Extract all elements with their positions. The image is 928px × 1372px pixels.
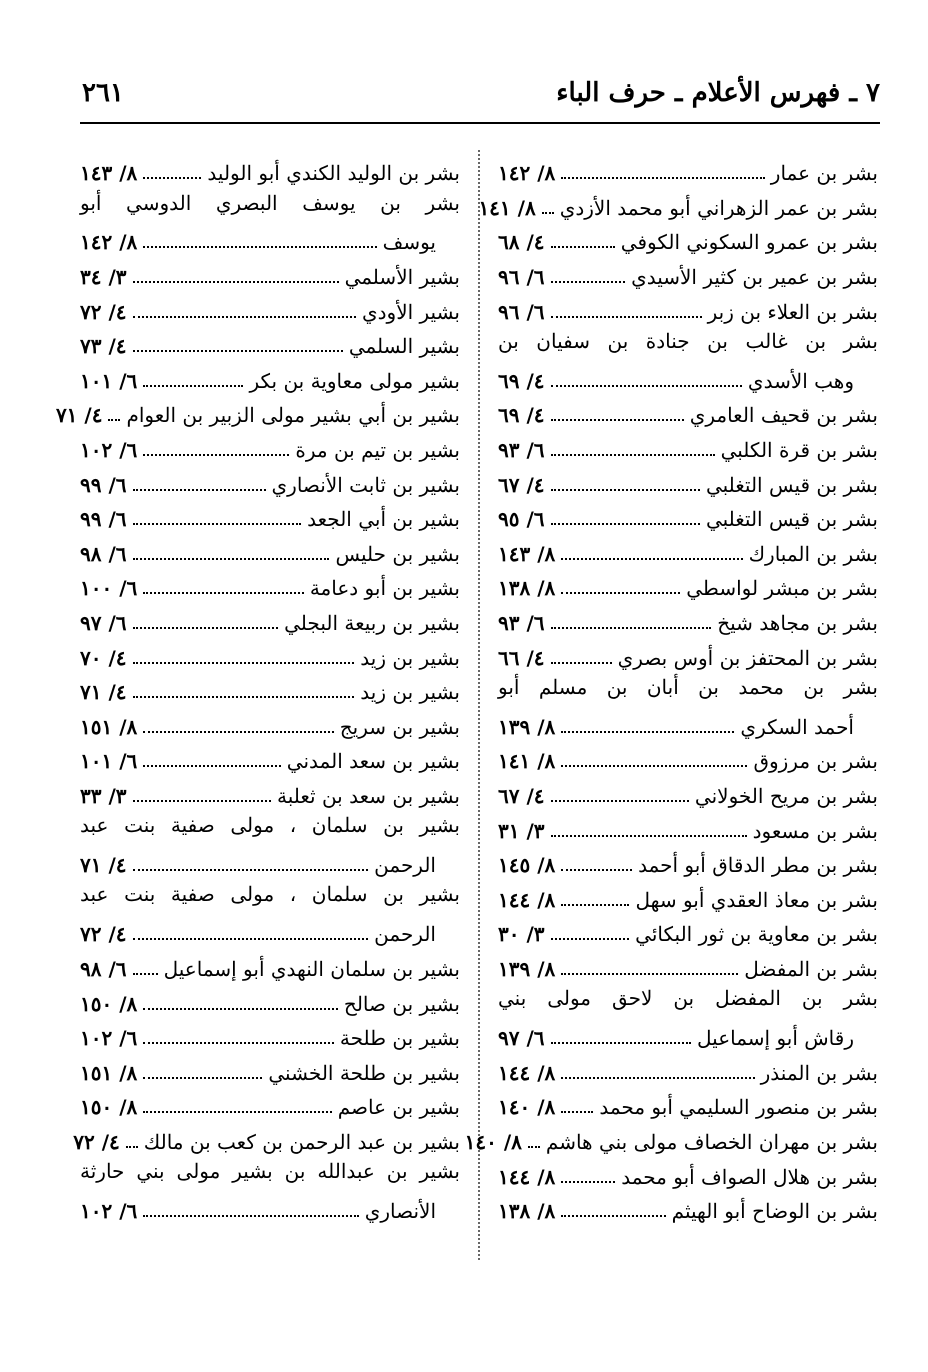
index-entry bbox=[498, 294, 878, 329]
entry-name: بشر بن قيس التغلبي bbox=[705, 507, 878, 532]
index-column-left bbox=[55, 156, 460, 1228]
index-entry bbox=[80, 1090, 460, 1125]
entry-name: بشير الأسلمي bbox=[344, 265, 460, 290]
dot-leader bbox=[133, 350, 343, 352]
entry-name: بشير الأودي bbox=[361, 299, 460, 324]
entry-name: بشر بن قرة الكلبي bbox=[720, 438, 878, 463]
entry-name: بشر بن مرزوق bbox=[753, 749, 878, 774]
entry-name: بشير بن عبدالله بن بشير مولى بني حارثة bbox=[80, 1159, 460, 1184]
index-entry bbox=[498, 710, 878, 745]
dot-leader bbox=[108, 419, 120, 421]
index-entry bbox=[80, 156, 460, 191]
index-entry bbox=[498, 502, 878, 537]
entry-name: بشر بن المنذر bbox=[760, 1060, 878, 1085]
column-divider bbox=[478, 150, 480, 1260]
entry-name: بشر بن عمرو السكوني الكوفي bbox=[620, 230, 878, 255]
index-entry bbox=[80, 329, 460, 364]
entry-name: بشير مولى معاوية بن بكر bbox=[249, 368, 460, 393]
index-entry bbox=[498, 1159, 878, 1194]
entry-name: بشر بن مجاهد شيخ bbox=[717, 611, 878, 636]
entry-reference: ٨/ ١٥١ bbox=[80, 1060, 138, 1085]
entry-name: بشير بن حليس bbox=[335, 541, 460, 566]
entry-name: بشير بن صالح bbox=[343, 991, 460, 1016]
index-entry bbox=[498, 260, 878, 295]
entry-reference: ٤/ ٦٩ bbox=[498, 403, 545, 428]
entry-reference: ٨/ ١٥٠ bbox=[80, 1095, 138, 1120]
index-entry bbox=[498, 537, 878, 572]
index-entry bbox=[80, 744, 460, 779]
dot-leader bbox=[143, 1077, 262, 1079]
index-entry bbox=[498, 744, 878, 779]
index-entry bbox=[498, 571, 878, 606]
index-entry bbox=[80, 917, 460, 952]
index-entry bbox=[498, 467, 878, 502]
index-entry bbox=[80, 191, 460, 226]
index-entry bbox=[55, 398, 460, 433]
index-entry bbox=[80, 537, 460, 572]
entry-name: بشير بن سعد المدني bbox=[286, 749, 460, 774]
entry-name: بشير بن زيد bbox=[360, 645, 460, 670]
dot-leader bbox=[551, 246, 615, 248]
index-entry bbox=[80, 848, 460, 883]
dot-leader bbox=[143, 246, 376, 248]
entry-name: بشر بن عمير بن كثير الأسيدي bbox=[631, 265, 878, 290]
index-entry bbox=[498, 433, 878, 468]
dot-leader bbox=[143, 385, 243, 387]
entry-name: بشير بن سلمان ، مولى صفية بنت عبد bbox=[80, 882, 460, 907]
dot-leader bbox=[143, 454, 289, 456]
index-entry bbox=[478, 191, 878, 226]
entry-name: الرحمن bbox=[374, 853, 436, 878]
index-entry bbox=[498, 1055, 878, 1090]
index-entry bbox=[498, 606, 878, 641]
entry-reference: ٤/ ٧١ bbox=[55, 403, 103, 428]
dot-leader bbox=[143, 765, 281, 767]
entry-reference: ٦/ ١٠١ bbox=[80, 749, 138, 774]
dot-leader bbox=[133, 558, 330, 560]
entry-name: بشير بن طلحة الخشني bbox=[268, 1060, 460, 1085]
index-entry bbox=[80, 1021, 460, 1056]
dot-leader bbox=[561, 1111, 593, 1113]
entry-name: رقاش أبو إسماعيل bbox=[697, 1026, 854, 1051]
entry-reference: ٨/ ١٣٩ bbox=[498, 956, 556, 981]
entry-name: بشير بن سلمان ، مولى صفية بنت عبد bbox=[80, 813, 460, 838]
entry-name: بشير بن طلحة bbox=[339, 1026, 460, 1051]
entry-reference: ٤/ ٧٢ bbox=[73, 1129, 120, 1154]
index-entry bbox=[80, 779, 460, 814]
entry-reference: ٦/ ٩٩ bbox=[80, 472, 127, 497]
entry-reference: ٨/ ١٤٤ bbox=[498, 1164, 556, 1189]
entry-name: بشير بن سلمان النهدي أبو إسماعيل bbox=[163, 956, 460, 981]
entry-reference: ٨/ ١٤٣ bbox=[498, 541, 556, 566]
entry-reference: ٨/ ١٣٩ bbox=[498, 714, 556, 739]
dot-leader bbox=[133, 696, 355, 698]
dot-leader bbox=[551, 835, 747, 837]
entry-name: بشر بن يوسف البصري الدوسي أبو bbox=[80, 190, 460, 215]
entry-reference: ٦/ ٩٨ bbox=[80, 956, 127, 981]
entry-reference: ٤/ ٧١ bbox=[80, 853, 127, 878]
entry-name: بشر بن غالب بن جنادة بن سفيان بن bbox=[498, 328, 878, 353]
entry-reference: ٤/ ٦٩ bbox=[498, 368, 545, 393]
entry-name: بشر بن مطر الدقاق أبو أحمد bbox=[638, 853, 878, 878]
entry-name: بشر بن المحتفز بن أوس بصري bbox=[617, 645, 878, 670]
entry-name: بشر بن قيس التغلبي bbox=[705, 472, 878, 497]
dot-leader bbox=[143, 177, 201, 179]
index-entry bbox=[80, 433, 460, 468]
entry-reference: ٨/ ١٤٤ bbox=[498, 1060, 556, 1085]
page-header bbox=[82, 78, 880, 116]
index-entry bbox=[498, 1021, 878, 1056]
entry-reference: ٦/ ٩٦ bbox=[498, 299, 545, 324]
dot-leader bbox=[551, 938, 630, 940]
entry-name: بشر بن معاوية بن ثور البكائي bbox=[635, 922, 878, 947]
entry-name: بشر بن عمار bbox=[770, 161, 878, 186]
dot-leader bbox=[561, 731, 734, 733]
dot-leader bbox=[561, 1181, 615, 1183]
dot-leader bbox=[561, 1077, 754, 1079]
entry-reference: ٣/ ٣٠ bbox=[498, 922, 545, 947]
index-entry bbox=[498, 675, 878, 710]
entry-name: بشر بن مهران الخصاف مولى بني هاشم bbox=[545, 1129, 878, 1154]
entry-reference: ٤/ ٦٨ bbox=[498, 230, 545, 255]
dot-leader bbox=[561, 765, 747, 767]
entry-name: بشر بن قحيف العامري bbox=[689, 403, 878, 428]
dot-leader bbox=[528, 1146, 540, 1148]
index-column-right bbox=[464, 156, 878, 1228]
index-entry bbox=[80, 882, 460, 917]
entry-name: بشر بن مسعود bbox=[752, 818, 878, 843]
index-entry bbox=[498, 813, 878, 848]
entry-name: بشير بن تيم بن مرة bbox=[295, 438, 460, 463]
entry-name: بشر بن هلال الصواف أبو محمد bbox=[621, 1164, 878, 1189]
dot-leader bbox=[143, 1111, 331, 1113]
index-entry bbox=[80, 364, 460, 399]
entry-name: بشير بن عاصم bbox=[337, 1095, 460, 1120]
index-entry bbox=[498, 882, 878, 917]
dot-leader bbox=[561, 558, 742, 560]
index-entry bbox=[498, 848, 878, 883]
index-entry bbox=[80, 294, 460, 329]
index-entry bbox=[80, 1194, 460, 1229]
dot-leader bbox=[133, 281, 339, 283]
entry-name: بشير بن سريج bbox=[339, 714, 460, 739]
dot-leader bbox=[143, 1008, 338, 1010]
index-entry bbox=[498, 640, 878, 675]
entry-name: الرحمن bbox=[374, 922, 436, 947]
dot-leader bbox=[551, 281, 626, 283]
index-entry bbox=[498, 1194, 878, 1229]
index-entry bbox=[73, 1125, 460, 1160]
dot-leader bbox=[542, 212, 554, 214]
dot-leader bbox=[133, 938, 369, 940]
dot-leader bbox=[561, 177, 765, 179]
entry-name: بشير بن عبد الرحمن بن كعب بن مالك bbox=[143, 1129, 460, 1154]
entry-reference: ٤/ ٦٧ bbox=[498, 472, 545, 497]
index-entry bbox=[498, 156, 878, 191]
index-entry bbox=[498, 329, 878, 364]
entry-reference: ٦/ ٩٩ bbox=[80, 507, 127, 532]
entry-name: بشير السلمي bbox=[348, 334, 460, 359]
entry-reference: ٨/ ١٥١ bbox=[80, 714, 138, 739]
entry-name: بشير بن ربيعة البجلي bbox=[284, 611, 460, 636]
entry-reference: ٦/ ١٠٢ bbox=[80, 1199, 138, 1224]
index-entry bbox=[498, 364, 878, 399]
entry-name: يوسف bbox=[382, 230, 436, 255]
entry-name: بشر بن العلاء بن زبر bbox=[707, 299, 878, 324]
entry-reference: ٨/ ١٤٣ bbox=[80, 161, 138, 186]
index-entry bbox=[498, 779, 878, 814]
entry-reference: ٤/ ٧٢ bbox=[80, 922, 127, 947]
dot-leader bbox=[143, 1215, 358, 1217]
entry-reference: ٦/ ١٠٢ bbox=[80, 438, 138, 463]
entry-name: بشر بن معاذ العقدي أبو سهل bbox=[635, 887, 878, 912]
dot-leader bbox=[143, 592, 304, 594]
index-entry bbox=[80, 1159, 460, 1194]
entry-reference: ٤/ ٧٠ bbox=[80, 645, 127, 670]
index-entry bbox=[498, 986, 878, 1021]
entry-name: بشر بن المفضل بن لاحق مولى بني bbox=[498, 986, 878, 1011]
dot-leader bbox=[133, 800, 271, 802]
entry-reference: ٨/ ١٤١ bbox=[478, 195, 536, 220]
index-entry bbox=[498, 225, 878, 260]
index-entry bbox=[80, 606, 460, 641]
entry-name: بشر بن منصور السليمي أبو محمد bbox=[599, 1095, 878, 1120]
entry-name: بشر بن الوضاح أبو الهيثم bbox=[671, 1199, 878, 1224]
index-entry bbox=[80, 571, 460, 606]
entry-reference: ٦/ ٩٣ bbox=[498, 611, 545, 636]
index-entry bbox=[80, 467, 460, 502]
dot-leader bbox=[551, 454, 715, 456]
entry-reference: ٤/ ٧٣ bbox=[80, 334, 127, 359]
page-title: ٧ ـ فهرس الأعلام ـ حرف الباء bbox=[556, 78, 880, 108]
dot-leader bbox=[133, 869, 369, 871]
entry-name: بشير بن زيد bbox=[360, 680, 460, 705]
dot-leader bbox=[551, 1042, 692, 1044]
dot-leader bbox=[561, 592, 680, 594]
entry-name: بشر بن محمد بن أبان بن مسلم أبو bbox=[498, 674, 878, 699]
index-entry bbox=[498, 952, 878, 987]
index-entry bbox=[80, 710, 460, 745]
entry-name: بشير بن أبي الجعد bbox=[307, 507, 460, 532]
entry-reference: ٨/ ١٤٤ bbox=[498, 887, 556, 912]
entry-reference: ٨/ ١٣٨ bbox=[498, 1199, 556, 1224]
dot-leader bbox=[126, 1146, 138, 1148]
entry-reference: ٦/ ٩٧ bbox=[498, 1026, 545, 1051]
entry-reference: ٨/ ١٥٠ bbox=[80, 991, 138, 1016]
index-entry bbox=[498, 917, 878, 952]
entry-name: بشير بن ثابت الأنصاري bbox=[271, 472, 460, 497]
dot-leader bbox=[143, 731, 333, 733]
entry-reference: ٣/ ٣٤ bbox=[80, 265, 127, 290]
entry-reference: ٣/ ٣٣ bbox=[80, 783, 127, 808]
entry-reference: ٤/ ٧١ bbox=[80, 680, 127, 705]
entry-reference: ٨/ ١٤٠ bbox=[498, 1095, 556, 1120]
entry-reference: ٦/ ٩٧ bbox=[80, 611, 127, 636]
dot-leader bbox=[551, 662, 612, 664]
page-number: ٢٦١ bbox=[82, 78, 124, 108]
index-entry bbox=[80, 952, 460, 987]
entry-reference: ٦/ ٩٣ bbox=[498, 438, 545, 463]
entry-reference: ٨/ ١٣٨ bbox=[498, 576, 556, 601]
dot-leader bbox=[551, 316, 702, 318]
index-entry bbox=[498, 398, 878, 433]
entry-name: بشير بن أبي بشير مولى الزبير بن العوام bbox=[126, 403, 460, 428]
index-entry bbox=[80, 813, 460, 848]
index-entry bbox=[464, 1125, 878, 1160]
entry-name: بشر بن مريح الخولاني bbox=[694, 783, 878, 808]
entry-name: بشر بن مبشر لواسطي bbox=[686, 576, 878, 601]
index-entry bbox=[80, 260, 460, 295]
entry-reference: ٨/ ١٤٠ bbox=[464, 1129, 522, 1154]
entry-name: بشير بن سعد بن ثعلبة bbox=[277, 783, 460, 808]
dot-leader bbox=[551, 419, 684, 421]
dot-leader bbox=[561, 869, 632, 871]
dot-leader bbox=[551, 489, 700, 491]
entry-reference: ٦/ ٩٦ bbox=[498, 265, 545, 290]
dot-leader bbox=[551, 523, 700, 525]
entry-reference: ٤/ ٦٦ bbox=[498, 645, 545, 670]
entry-reference: ٨/ ١٤٥ bbox=[498, 853, 556, 878]
dot-leader bbox=[561, 973, 738, 975]
dot-leader bbox=[133, 523, 302, 525]
index-entry bbox=[80, 986, 460, 1021]
entry-reference: ٦/ ١٠٢ bbox=[80, 1026, 138, 1051]
entry-name: الأنصاري bbox=[364, 1199, 436, 1224]
entry-reference: ٣/ ٣١ bbox=[498, 818, 545, 843]
entry-reference: ٤/ ٦٧ bbox=[498, 783, 545, 808]
index-entry bbox=[80, 640, 460, 675]
entry-name: أحمد السكري bbox=[740, 714, 854, 739]
entry-reference: ٦/ ٩٥ bbox=[498, 507, 545, 532]
entry-reference: ٨/ ١٤٢ bbox=[80, 230, 138, 255]
dot-leader bbox=[133, 627, 279, 629]
dot-leader bbox=[133, 973, 158, 975]
entry-reference: ٦/ ٩٨ bbox=[80, 541, 127, 566]
dot-leader bbox=[133, 662, 355, 664]
dot-leader bbox=[551, 800, 689, 802]
entry-reference: ٤/ ٧٢ bbox=[80, 299, 127, 324]
index-entry bbox=[498, 1090, 878, 1125]
dot-leader bbox=[561, 1215, 665, 1217]
entry-name: بشر بن المفضل bbox=[744, 956, 878, 981]
dot-leader bbox=[561, 904, 629, 906]
entry-reference: ٦/ ١٠٠ bbox=[80, 576, 138, 601]
dot-leader bbox=[551, 627, 712, 629]
header-rule bbox=[80, 122, 880, 124]
entry-reference: ٨/ ١٤١ bbox=[498, 749, 556, 774]
entry-name: بشر بن الوليد الكندي أبو الوليد bbox=[207, 161, 460, 186]
index-entry bbox=[80, 675, 460, 710]
index-entry bbox=[80, 225, 460, 260]
entry-reference: ٦/ ١٠١ bbox=[80, 368, 138, 393]
entry-name: بشير بن أبو دعامة bbox=[309, 576, 460, 601]
entry-name: بشر بن عمر الزهراني أبو محمد الأزدي bbox=[559, 195, 878, 220]
index-entry bbox=[80, 502, 460, 537]
dot-leader bbox=[133, 489, 266, 491]
entry-reference: ٨/ ١٤٢ bbox=[498, 161, 556, 186]
index-entry bbox=[80, 1055, 460, 1090]
dot-leader bbox=[133, 316, 356, 318]
entry-name: وهب الأسدي bbox=[747, 368, 854, 393]
entry-name: بشر بن المبارك bbox=[748, 541, 878, 566]
dot-leader bbox=[143, 1042, 334, 1044]
dot-leader bbox=[551, 385, 742, 387]
